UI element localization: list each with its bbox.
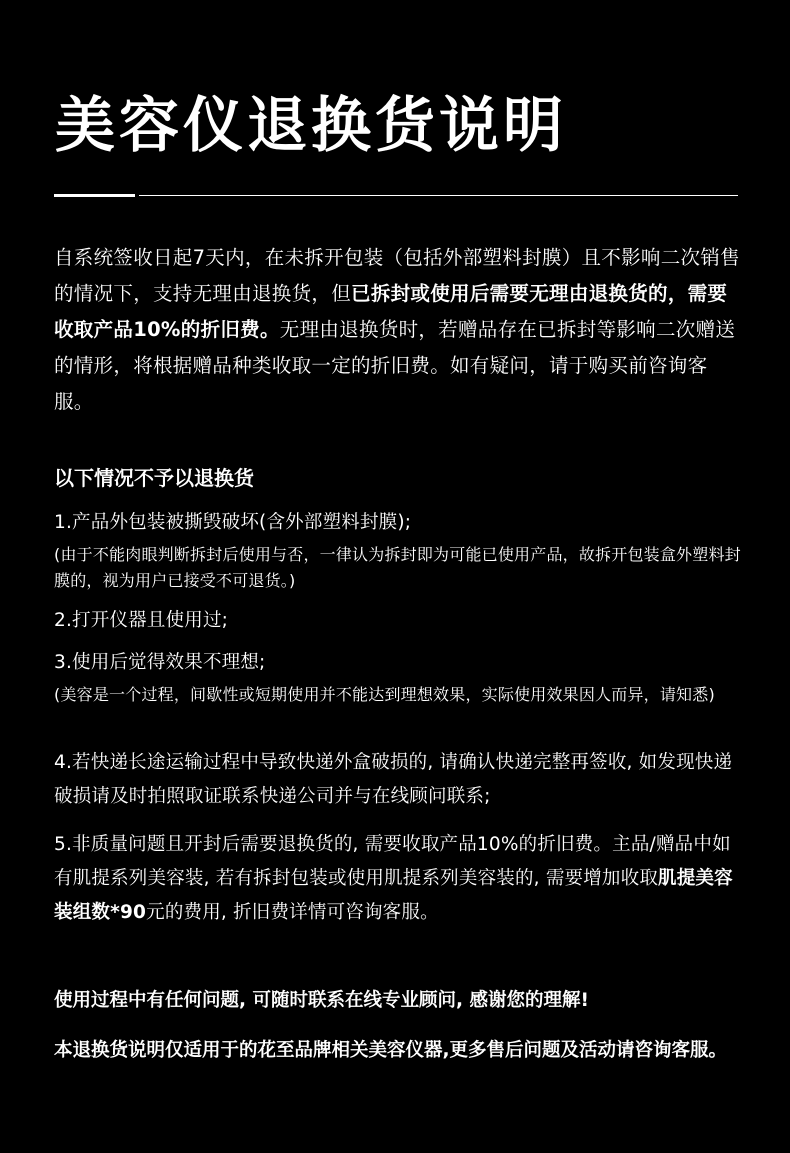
title-divider xyxy=(139,195,738,196)
condition-item-1-note: (由于不能肉眼判断拆封后使用与否，一律认为拆封即为可能已使用产品，故拆开包装盒外塑料封膜的，视为用户已接受不可退货。) xyxy=(54,545,741,590)
footer-thanks: 使用过程中有任何问题, 可随时联系在线专业顾问, 感谢您的理解! xyxy=(54,990,589,1011)
intro-text-1: 自系统签收日起7天内，在未拆开包装（包括外部塑料封膜）且不影响二次销售的情况下，支持无理由退换货，但 xyxy=(54,246,740,305)
page-title: 美容仪退换货说明 xyxy=(55,91,567,161)
condition-item-1: 1.产品外包装被撕毁破坏(含外部塑料封膜); xyxy=(54,512,412,533)
title-underline-accent xyxy=(54,194,135,197)
intro-text-2: 无理由退换货时，若赠品存在已拆封等影响二次赠送的情形，将根据赠品种类收取一定的折旧费。如有疑问，请于购买前咨询客服。 xyxy=(54,318,736,413)
condition-item-3-note: (美容是一个过程，间歇性或短期使用并不能达到理想效果，实际使用效果因人而异，请知悉) xyxy=(54,685,715,704)
condition-item-4: 4.若快递长途运输过程中导致快递外盒破损的, 请确认快递完整再签收, 如发现快递破损请及时拍照取证联系快递公司并与在线顾问联系; xyxy=(54,752,733,807)
intro-text-bold: 已拆封或使用后需要无理由退换货的，需要收取产品10%的折旧费。 xyxy=(54,282,728,341)
condition-item-5-text-2: 元的费用, 折旧费详情可咨询客服。 xyxy=(146,902,439,923)
condition-item-5 xyxy=(54,828,744,930)
intro-paragraph xyxy=(54,240,740,420)
footer-scope-note: 本退换货说明仅适用于的花至品牌相关美容仪器,更多售后问题及活动请咨询客服。 xyxy=(54,1040,728,1061)
condition-item-2: 2.打开仪器且使用过; xyxy=(54,610,229,631)
condition-item-5-text-1: 5.非质量问题且开封后需要退换货的, 需要收取产品10%的折旧费。主品/赠品中如有肌提系列美容装, 若有拆封包装或使用肌提系列美容装的, 需要增加收取 xyxy=(54,834,731,889)
condition-item-5-bold: 肌提美容装组数*90 xyxy=(54,868,733,923)
condition-item-3: 3.使用后觉得效果不理想; xyxy=(54,652,266,673)
section-title: 以下情况不予以退换货 xyxy=(54,466,254,490)
